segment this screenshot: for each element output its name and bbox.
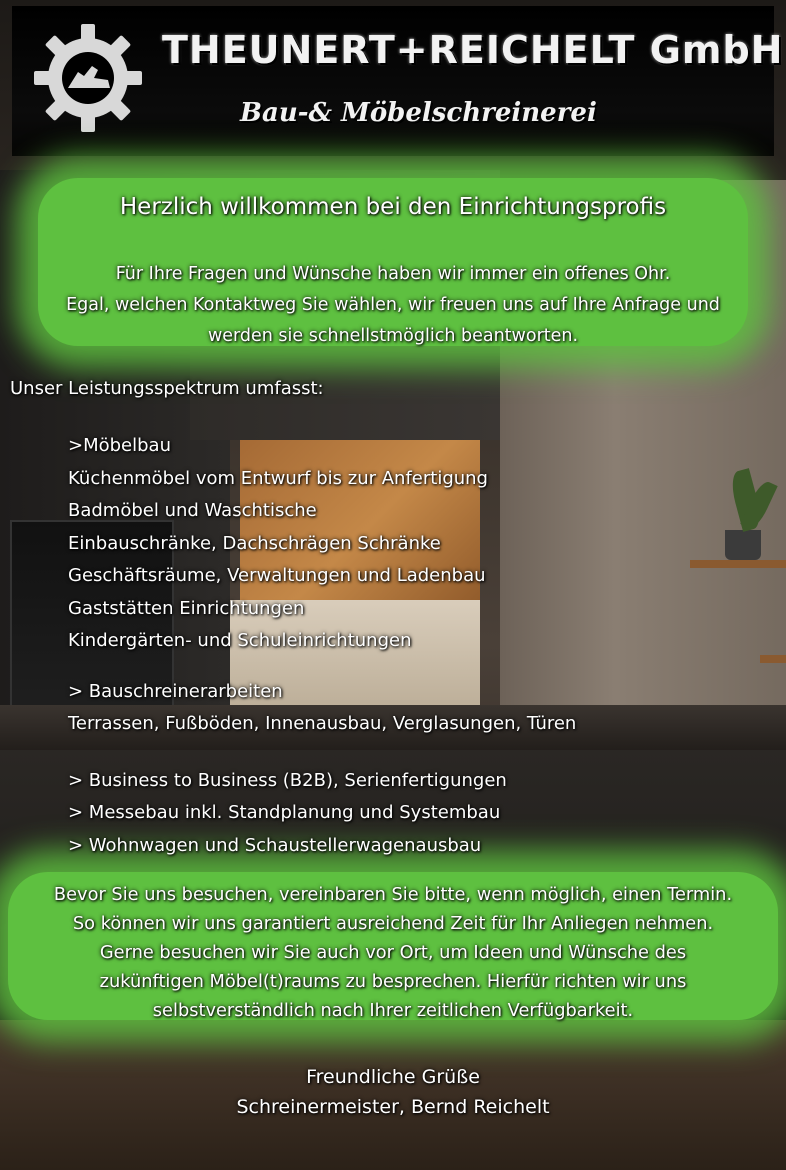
service-item: > Messebau inkl. Standplanung und Systembau <box>68 802 501 823</box>
service-item: Terrassen, Fußböden, Innenausbau, Verglasungen, Türen <box>68 713 577 734</box>
header-banner <box>12 6 784 156</box>
gear-plane-logo-icon <box>32 22 144 134</box>
service-item: Kindergärten- und Schuleinrichtungen <box>68 630 412 651</box>
closing-text <box>0 880 786 1025</box>
service-item: Gaststätten Einrichtungen <box>68 597 305 619</box>
signature-name: Schreinermeister, Bernd Reichelt <box>236 1096 550 1118</box>
intro-line: Für Ihre Fragen und Wünsche haben wir immer ein offenes Ohr. <box>115 264 671 284</box>
bg-shelf <box>690 560 786 568</box>
intro-line: werden sie schnellstmöglich beantworten. <box>207 326 579 346</box>
service-item: Badmöbel und Waschtische <box>68 500 317 521</box>
company-name: THEUNERT+REICHELT GmbH <box>162 28 784 72</box>
intro-line: Egal, welchen Kontaktweg Sie wählen, wir freuen uns auf Ihre Anfrage und <box>66 295 720 315</box>
service-item: Küchenmöbel vom Entwurf bis zur Anfertigung <box>68 467 488 489</box>
closing-line: So können wir uns garantiert ausreichend Zeit für Ihr Anliegen nehmen. <box>72 913 714 934</box>
signature-block <box>0 1062 786 1122</box>
service-item: Einbauschränke, Dachschrägen Schränke <box>68 532 441 554</box>
service-item: > Wohnwagen und Schaustellerwagenausbau <box>68 834 482 856</box>
closing-line: Bevor Sie uns besuchen, vereinbaren Sie bitte, wenn möglich, einen Termin. <box>53 884 733 905</box>
service-item: >Möbelbau <box>68 435 171 456</box>
closing-line: zukünftigen Möbel(t)raums zu besprechen. Hierfür richten wir uns <box>99 971 687 992</box>
company-tagline: Bau-& Möbelschreinerei <box>240 98 597 128</box>
welcome-intro <box>0 259 786 352</box>
services-list <box>68 430 576 862</box>
closing-line: selbstverständlich nach Ihrer zeitlichen Verfügbarkeit. <box>152 1000 634 1021</box>
service-item: > Bauschreinerarbeiten <box>68 680 283 702</box>
welcome-headline: Herzlich willkommen bei den Einrichtungsprofis <box>119 194 667 220</box>
signature-greeting: Freundliche Grüße <box>306 1066 480 1088</box>
services-title: Unser Leistungsspektrum umfasst: <box>10 378 324 399</box>
bg-plant-pot <box>725 530 761 560</box>
bg-shelf-small <box>760 655 786 663</box>
service-item: Geschäftsräume, Verwaltungen und Ladenbau <box>68 565 486 586</box>
closing-line: Gerne besuchen wir Sie auch vor Ort, um Ideen und Wünsche des <box>99 942 687 963</box>
service-item: > Business to Business (B2B), Serienfertigungen <box>68 769 507 791</box>
